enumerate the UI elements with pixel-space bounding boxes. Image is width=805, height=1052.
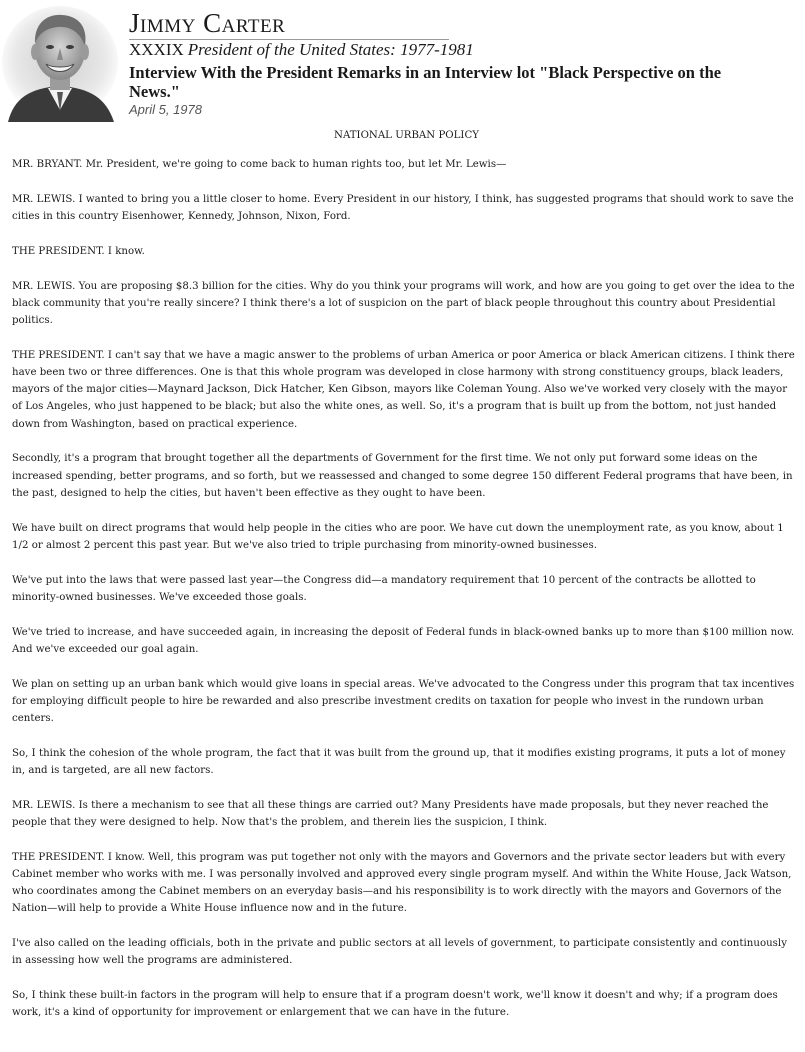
paragraph: MR. LEWIS. I wanted to bring you a little closer to home. Every President in our history, I think, has suggested programs that should work to save the cities in this country Eisenhower, Kennedy, Johnson, Nixon, Ford. [12,193,794,222]
document-date: April 5, 1978 [129,102,202,117]
paragraph: MR. LEWIS. You are proposing $8.3 billion for the cities. Why do you think your programs will work, and how are you going to get over the idea to the black community that you're really sincere? I think there's a lot of suspicion on the part of black people throughout this country about Presidential politics. [12,280,795,326]
paragraph: So, I think the cohesion of the whole program, the fact that it was built from the ground up, that it modifies existing programs, it puts a lot of money in, and is targeted, are all new factors. [12,747,786,777]
document-body [0,156,805,1022]
paragraph: Secondly, it's a program that brought together all the departments of Government for the first time. We not only put forward some ideas on the increased spending, better programs, and so forth, but we reassessed and changed to some degree 150 different Federal programs that have been, in the past, designed to help the cities, but haven't been effective as they ought to have been. [12,453,793,499]
president-ordinal: XXXIX [129,40,184,59]
president-office: President of the United States: 1977-1981 [187,40,474,59]
paragraph: MR. BRYANT. Mr. President, we're going to come back to human rights too, but let Mr. Lewis— [12,159,507,170]
paragraph: THE PRESIDENT. I know. [12,245,145,257]
paragraph: We've tried to increase, and have succeeded again, in increasing the deposit of Federal funds in black-owned banks up to more than $100 million now. And we've exceeded our goal again. [12,626,795,655]
president-name: Jimmy Carter [129,8,286,38]
paragraph: We have built on direct programs that would help people in the cities who are poor. We have cut down the unemployment rate, as you know, about 1 1/2 or almost 2 percent this past year. But we've also tried to triple purchasing from minority-owned businesses. [12,522,784,551]
document-title: Interview With the President Remarks in an Interview lot "Black Perspective on the News." [129,63,722,101]
paragraph: So, I think these built-in factors in the program will help to ensure that if a program doesn't work, we'll know it doesn't and why; if a program does work, it's a kind of opportunity for improvement or enlargement that we can have in the future. [12,990,778,1019]
paragraph: MR. LEWIS. Is there a mechanism to see that all these things are carried out? Many Presidents have made proposals, but they never reached the people that they were designed to help. Now that's the problem, and therein lies the suspicion, I think. [12,799,769,829]
section-heading: NATIONAL URBAN POLICY [334,130,479,141]
paragraph: We plan on setting up an urban bank which would give loans in special areas. We've advocated to the Congress under this program that tax incentives for employing difficult people to hire be rewarded and also prescribe investment credits on taxation for people who invest in the rundown urban centers. [12,678,795,725]
president-portrait [0,0,122,122]
paragraph: I've also called on the leading officials, both in the private and public sectors at all levels of government, to participate consistently and continuously in assessing how well the programs are administered. [12,938,787,967]
paragraph: THE PRESIDENT. I can't say that we have a magic answer to the problems of urban America or poor America or black American citizens. I think there have been two or three differences. One is that this whole program was developed in close harmony with strong constituency groups, black leaders, mayors of the major cities—Maynard Jackson, Dick Hatcher, Ken Gibson, mayors like Coleman Young. Also we've worked very closely with the mayor of Los Angeles, who just happened to be black; but also the white ones, as well. So, it's a program that is built up from the bottom, not just handed down from Washington, based on practical experience. [12,349,795,430]
paragraph: We've put into the laws that were passed last year—the Congress did—a mandatory requirement that 10 percent of the contracts be allotted to minority-owned businesses. We've exceeded those goals. [12,574,756,603]
president-title [129,40,749,60]
header-text [129,8,749,117]
page-header [0,0,805,122]
paragraph: THE PRESIDENT. I know. Well, this program was put together not only with the mayors and Governors and the private sector leaders but with every Cabinet member who works with me. I was personally involved and approved every single program myself. And within the White House, Jack Watson, who coordinates among the Cabinet members on an everyday basis—and his responsibility is to work directly with the mayors and Governors of the Nation—will help to provide a White House influence now and in the future. [12,851,792,915]
